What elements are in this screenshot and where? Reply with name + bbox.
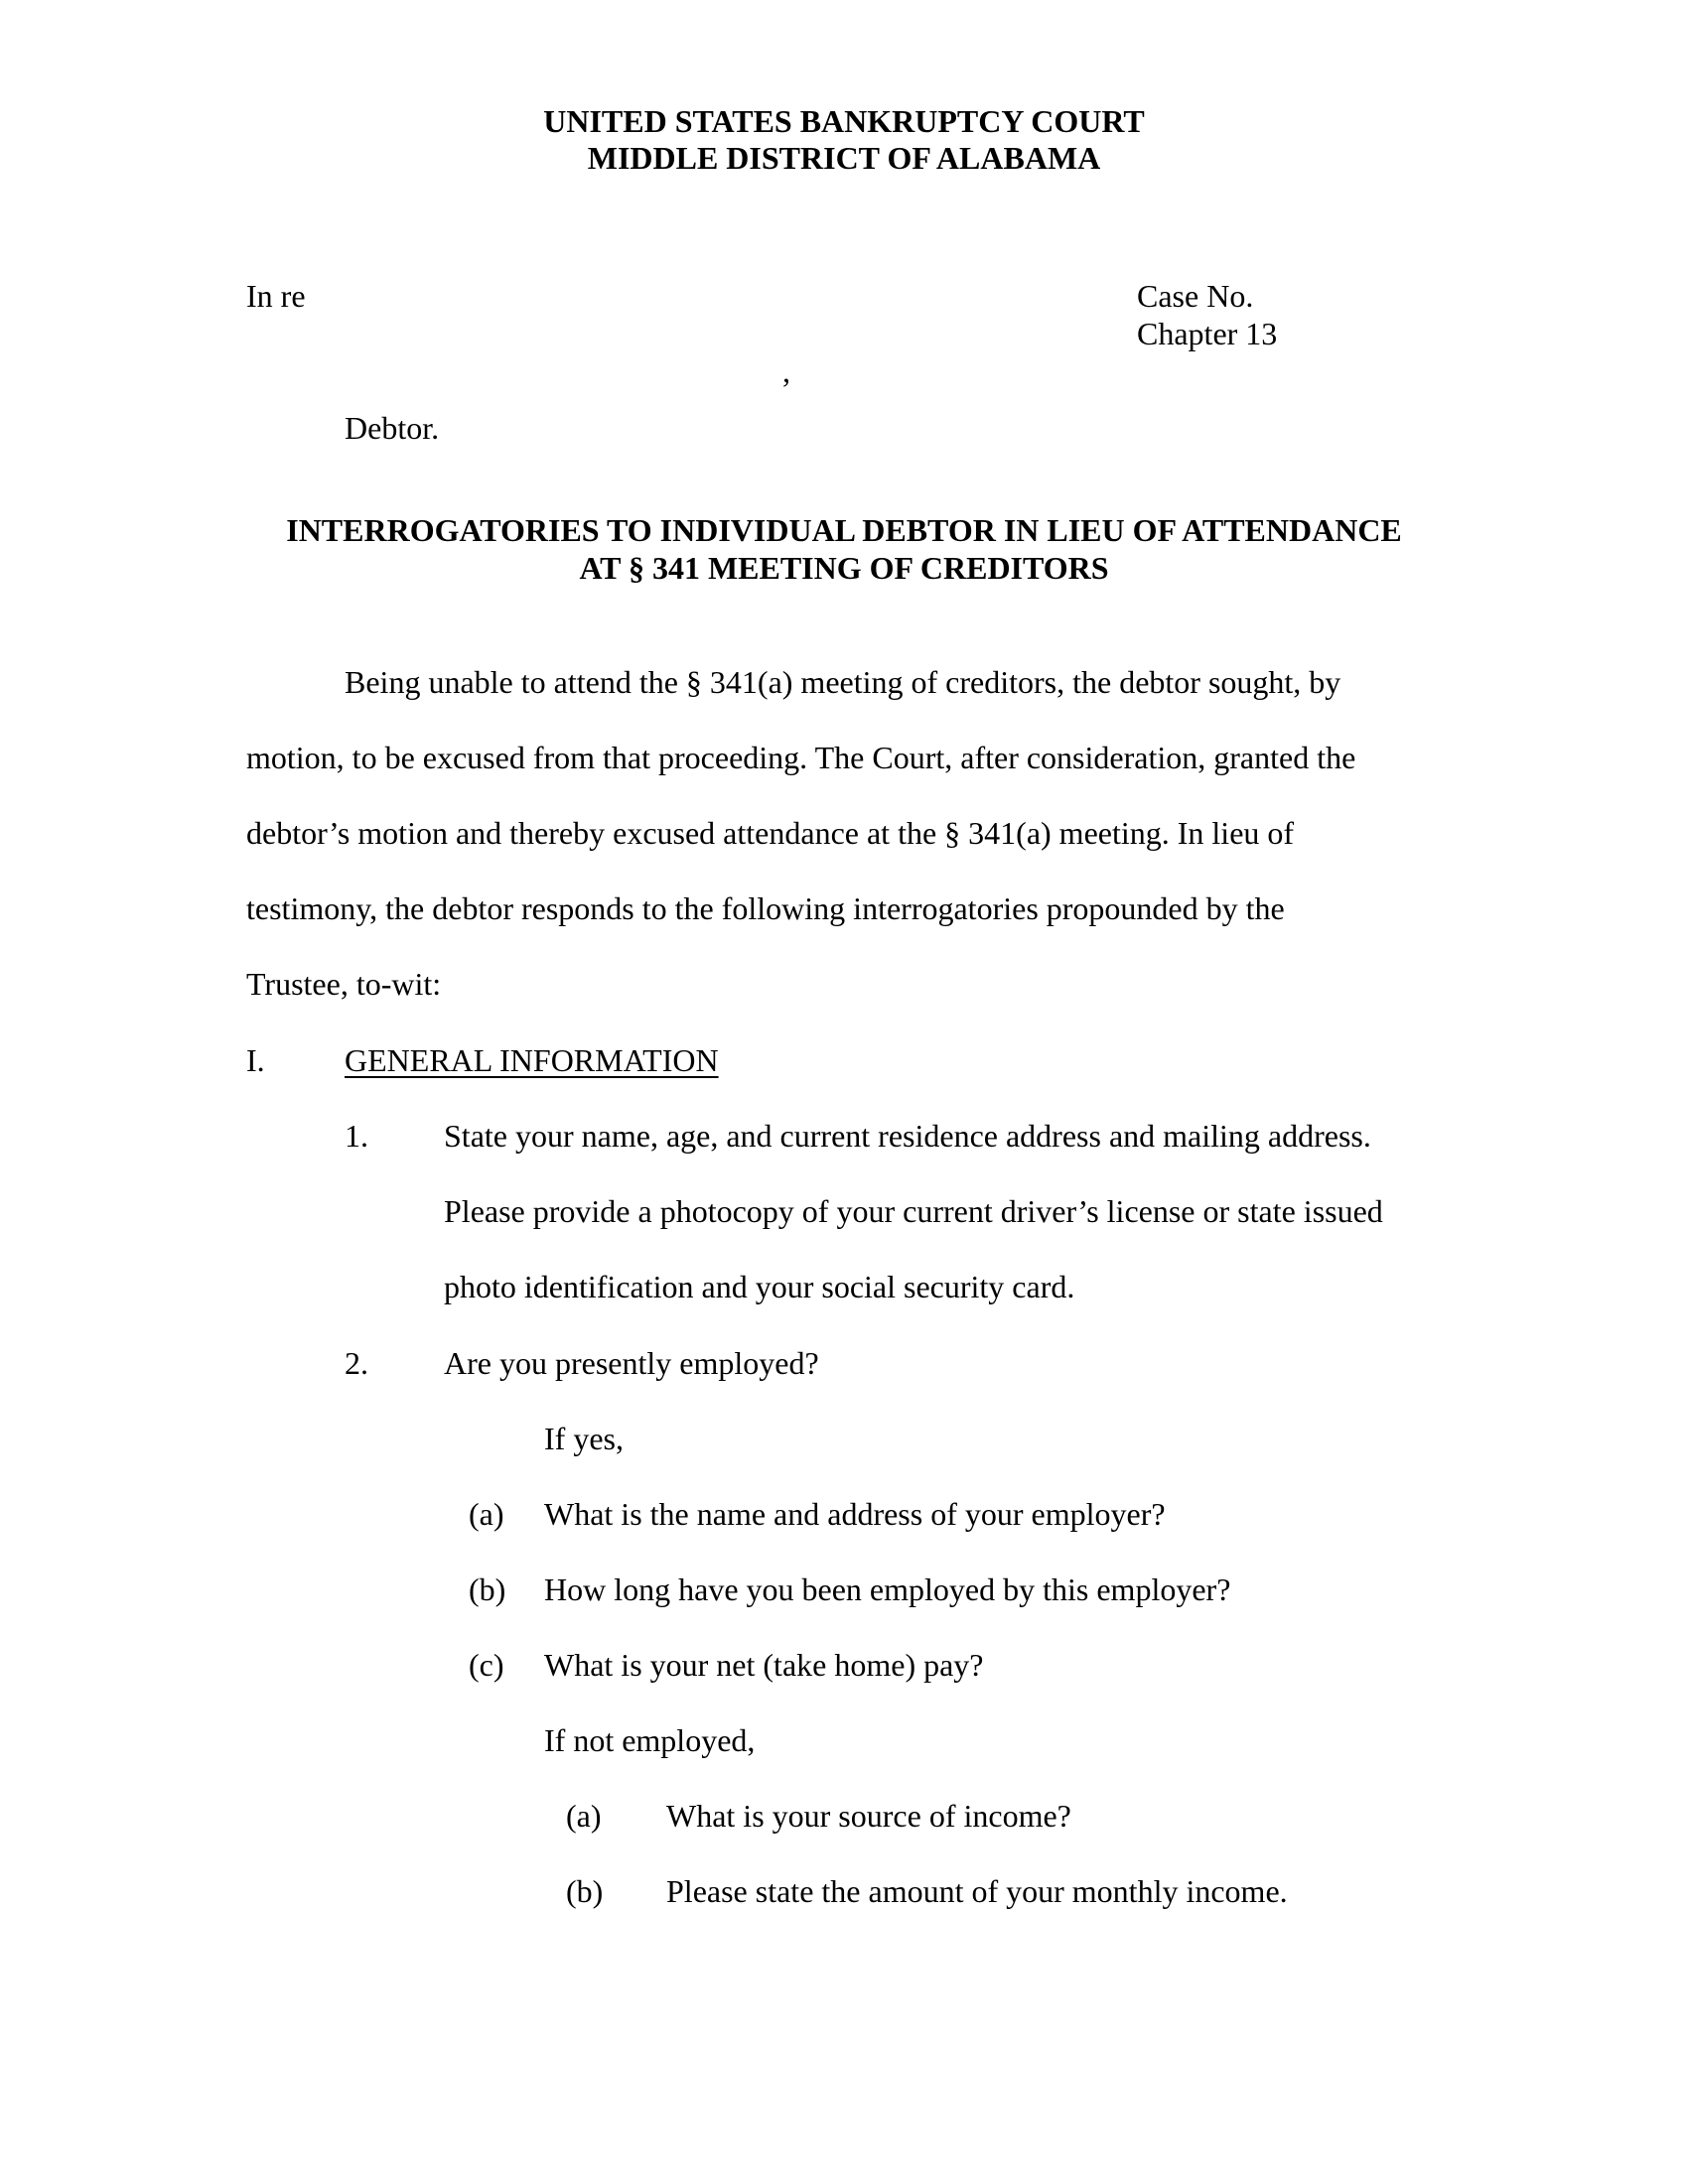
debtor-label: Debtor.: [345, 410, 440, 446]
sub-item-text: What is your source of income?: [666, 1798, 1071, 1834]
sub-item-label: (c): [469, 1647, 504, 1683]
intro-line: debtor’s motion and thereby excused attendance at the § 341(a) meeting. In lieu of: [246, 815, 1295, 851]
intro-line: testimony, the debtor responds to the following interrogatories propounded by the: [246, 890, 1285, 926]
section-heading: GENERAL INFORMATION: [345, 1042, 719, 1078]
sub-item-label: (b): [566, 1873, 604, 1909]
sub-item-label: (b): [469, 1571, 506, 1607]
court-name: UNITED STATES BANKRUPTCY COURT: [543, 103, 1145, 139]
section-numeral: I.: [246, 1042, 265, 1078]
sub-item-text: How long have you been employed by this employer?: [544, 1571, 1231, 1607]
if-not-employed-label: If not employed,: [544, 1722, 756, 1758]
if-yes-label: If yes,: [544, 1421, 624, 1456]
document-title: INTERROGATORIES TO INDIVIDUAL DEBTOR IN LIEU OF ATTENDANCE: [286, 512, 1402, 548]
sub-item-text: What is the name and address of your employer?: [544, 1496, 1166, 1532]
caption-comma: ,: [782, 353, 790, 389]
court-district: MIDDLE DISTRICT OF ALABAMA: [587, 140, 1101, 176]
question-number: 2.: [345, 1345, 368, 1381]
case-number-label: Case No.: [1137, 278, 1254, 314]
question-text: Are you presently employed?: [444, 1345, 819, 1381]
question-text: Please provide a photocopy of your current driver’s license or state issued: [444, 1193, 1383, 1229]
chapter-label: Chapter 13: [1137, 316, 1278, 351]
sub-item-label: (a): [566, 1798, 602, 1834]
sub-item-text: Please state the amount of your monthly income.: [666, 1873, 1288, 1909]
intro-line: Trustee, to-wit:: [246, 966, 442, 1002]
question-text: State your name, age, and current residence address and mailing address.: [444, 1118, 1371, 1154]
sub-item-text: What is your net (take home) pay?: [544, 1647, 984, 1683]
question-number: 1.: [345, 1118, 368, 1154]
sub-item-label: (a): [469, 1496, 504, 1532]
document-title-line2: AT § 341 MEETING OF CREDITORS: [579, 550, 1109, 586]
question-text: photo identification and your social security card.: [444, 1269, 1075, 1304]
intro-line: Being unable to attend the § 341(a) meeting of creditors, the debtor sought, by: [345, 664, 1341, 700]
intro-line: motion, to be excused from that proceeding. The Court, after consideration, granted the: [246, 740, 1356, 775]
in-re-label: In re: [246, 278, 306, 314]
